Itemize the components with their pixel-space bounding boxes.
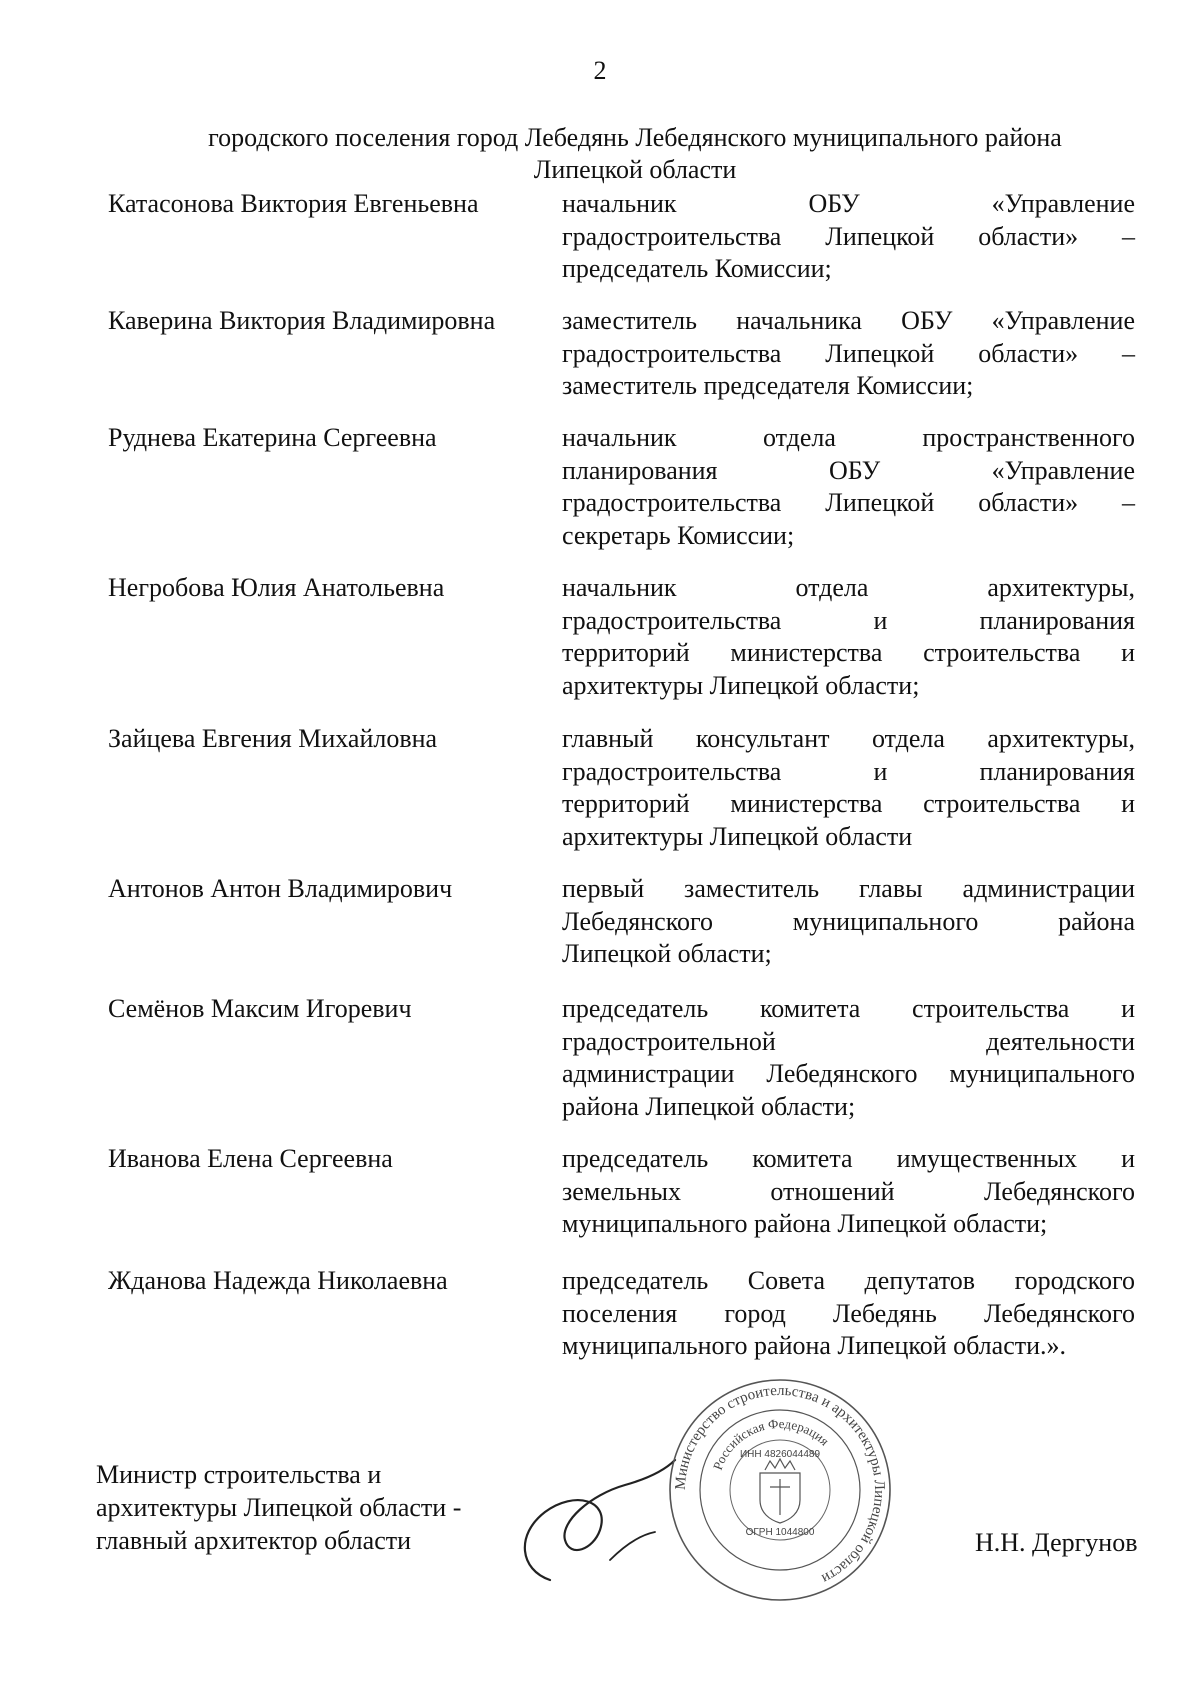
member-name: Катасонова Виктория Евгеньевна: [108, 189, 479, 218]
member-role-line: председатель Совета депутатов городского: [562, 1266, 1135, 1295]
member-name: Зайцева Евгения Михайловна: [108, 724, 438, 753]
member-role-line: района Липецкой области;: [562, 1091, 856, 1121]
member-name: Антонов Антон Владимирович: [108, 874, 453, 903]
member-role-line: председатель комитета имущественных и: [562, 1144, 1135, 1173]
member-role: [562, 188, 1135, 286]
member-role-line: Лебедянского муниципального района: [562, 906, 1135, 936]
member-role: [562, 993, 1135, 1123]
member-role-line: земельных отношений Лебедянского: [562, 1176, 1135, 1206]
member-role-line: территорий министерства строительства и: [562, 638, 1135, 667]
svg-text:Российская Федерация: [710, 1416, 832, 1472]
page-number: 2: [593, 56, 607, 85]
member-role-line: градостроительства Липецкой области» –: [562, 221, 1135, 251]
member-role: [562, 572, 1135, 702]
member-role: [562, 873, 1135, 971]
member-role-line: архитектуры Липецкой области;: [562, 670, 920, 700]
member-role-line: поселения город Лебедянь Лебедянского: [562, 1298, 1135, 1328]
seal-ogrn: ОГРН 1044800: [745, 1527, 815, 1538]
coat-of-arms-icon: [760, 1459, 800, 1523]
member-role-line: начальник ОБУ «Управление: [562, 189, 1135, 218]
member-role-line: градостроительства и планирования: [562, 756, 1135, 786]
minister-title-line: главный архитектор области: [96, 1526, 412, 1555]
member-role-line: председатель комитета строительства и: [562, 994, 1135, 1023]
heading-line-1: городского поселения город Лебедянь Лебедянского муниципального района: [208, 123, 1062, 152]
minister-title-line: архитектуры Липецкой области -: [96, 1493, 462, 1522]
seal-inn: ИНН 4826044489: [739, 1449, 821, 1460]
member-role-line: председатель Комиссии;: [562, 254, 832, 283]
minister-title-line: Министр строительства и: [96, 1460, 382, 1489]
member-role-line: градостроительства и планирования: [562, 605, 1135, 635]
heading-line-2: Липецкой области: [533, 155, 737, 184]
member-name: Жданова Надежда Николаевна: [108, 1266, 448, 1295]
member-role-line: территорий министерства строительства и: [562, 789, 1135, 818]
seal-ring-text: Министерство строительства и архитектуры Липецкой области: [672, 1382, 888, 1587]
signer-name: Н.Н. Дергунов: [975, 1528, 1138, 1557]
member-name: Семёнов Максим Игоревич: [108, 994, 412, 1023]
member-role-line: заместитель начальника ОБУ «Управление: [562, 306, 1135, 335]
member-role: [562, 305, 1135, 403]
official-seal: [665, 1375, 895, 1605]
member-role-line: главный консультант отдела архитектуры,: [562, 724, 1135, 753]
member-role-line: начальник отдела архитектуры,: [562, 573, 1135, 602]
member-role-line: заместитель председателя Комиссии;: [562, 371, 974, 400]
section-heading: [140, 122, 1130, 186]
member-name: Негробова Юлия Анатольевна: [108, 573, 445, 602]
member-name: Каверина Виктория Владимировна: [108, 306, 496, 335]
member-name: Руднева Екатерина Сергеевна: [108, 423, 437, 452]
member-role: [562, 1265, 1135, 1363]
member-role-line: градостроительства Липецкой области» –: [562, 488, 1135, 517]
member-role-line: начальник отдела пространственного: [562, 423, 1135, 452]
member-role: [562, 422, 1135, 552]
member-role-line: градостроительства Липецкой области» –: [562, 338, 1135, 368]
member-role-line: администрации Лебедянского муниципального: [562, 1059, 1135, 1088]
member-role-line: первый заместитель главы администрации: [562, 874, 1135, 903]
member-role-line: градостроительной деятельности: [562, 1026, 1135, 1056]
member-role: [562, 1143, 1135, 1241]
handwritten-signature: [515, 1440, 685, 1590]
member-role-line: Липецкой области;: [562, 939, 772, 968]
member-name: Иванова Елена Сергеевна: [108, 1144, 393, 1173]
member-role-line: архитектуры Липецкой области: [562, 821, 913, 851]
member-role: [562, 723, 1135, 853]
minister-title: [96, 1458, 526, 1557]
member-role-line: секретарь Комиссии;: [562, 520, 795, 550]
seal-inner-text: Российская Федерация: [709, 1415, 833, 1472]
member-role-line: планирования ОБУ «Управление: [562, 455, 1135, 485]
member-role-line: муниципального района Липецкой области.».: [562, 1331, 1067, 1360]
member-role-line: муниципального района Липецкой области;: [562, 1209, 1048, 1238]
